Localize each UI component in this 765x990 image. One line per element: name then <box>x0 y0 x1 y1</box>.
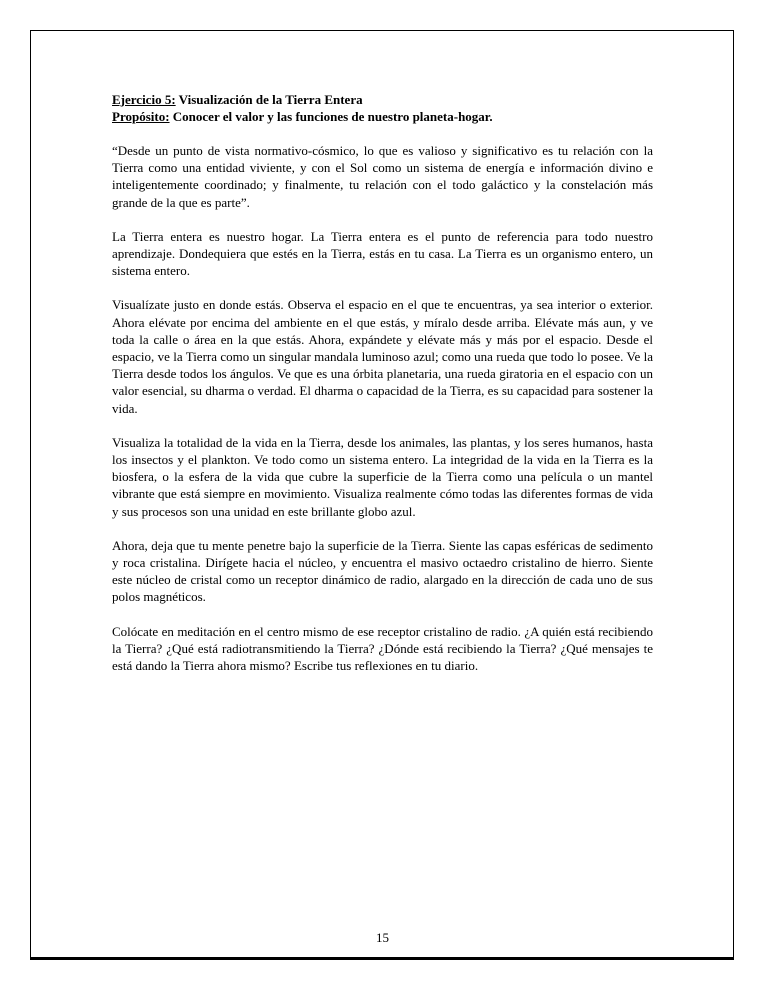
paragraph-home: La Tierra entera es nuestro hogar. La Tierra entera es el punto de referencia para todo nuestro aprendizaje. Dondequiera que estés en la Tierra, estás en tu casa. La Tierra es un organismo entero, un sistema entero. <box>112 228 653 279</box>
purpose-text: Conocer el valor y las funciones de nuestro planeta-hogar. <box>169 109 493 124</box>
page-number: 15 <box>376 930 389 945</box>
purpose-heading <box>112 108 653 125</box>
paragraph-quote: “Desde un punto de vista normativo-cósmico, lo que es valioso y significativo es tu relación con la Tierra como una entidad viviente, y con el Sol como un sistema de energía e información divino e inteligentemente coordinado; y finalmente, tu relación con el todo galáctico y la constelación más grande de la que es parte”. <box>112 143 653 210</box>
paragraph-visualize-life: Visualiza la totalidad de la vida en la Tierra, desde los animales, las plantas, y los seres humanos, hasta los insectos y el plankton. Ve todo como un sistema entero. La integridad de la vida en la Tierra es la biosfera, o la esfera de la vida que cubre la superficie de la Tierra como una película o un mantel vibrante que está siempre en movimiento. Visualiza realmente cómo todas las diferentes formas de vida y sus procesos son una unidad en este brillante globo azul. <box>112 434 653 519</box>
document-body <box>112 91 653 674</box>
paragraph-visualize-self: Visualízate justo en donde estás. Observa el espacio en el que te encuentras, ya sea interior o exterior. Ahora elévate por encima del ambiente en el que estás, y míralo desde arriba. Elévate más aun, y ve toda la calle o área en la que estás. Ahora, expándete y elévate más y más por el espacio. Desde el espacio, ve la Tierra como un singular mandala luminoso azul; como una rueda que todo lo posee. Ve la Tierra desde todos los ángulos. Ve que es una órbita planetaria, una rueda giratoria en el espacio con un valor esencial, su dharma o verdad. El dharma o capacidad de la Tierra, es su capacidad para sostener la vida. <box>112 297 653 416</box>
paragraph-meditation: Colócate en meditación en el centro mismo de ese receptor cristalino de radio. ¿A quién está recibiendo la Tierra? ¿Qué está radiotransmitiendo la Tierra? ¿Dónde está recibiendo la Tierra? ¿Qué mensajes te está dando la Tierra ahora mismo? Escribe tus reflexiones en tu diario. <box>112 623 653 674</box>
exercise-label: Ejercicio 5: <box>112 92 176 107</box>
exercise-heading <box>112 91 653 108</box>
exercise-title: Visualización de la Tierra Entera <box>175 92 363 107</box>
purpose-label: Propósito: <box>112 109 170 124</box>
paragraph-core: Ahora, deja que tu mente penetre bajo la superficie de la Tierra. Siente las capas esféricas de sedimento y roca cristalina. Dirígete hacia el núcleo, y encuentra el masivo octaedro cristalino de hierro. Siente este núcleo de cristal como un receptor dinámico de radio, alargado en la dirección de cada uno de sus polos magnéticos. <box>112 537 653 605</box>
